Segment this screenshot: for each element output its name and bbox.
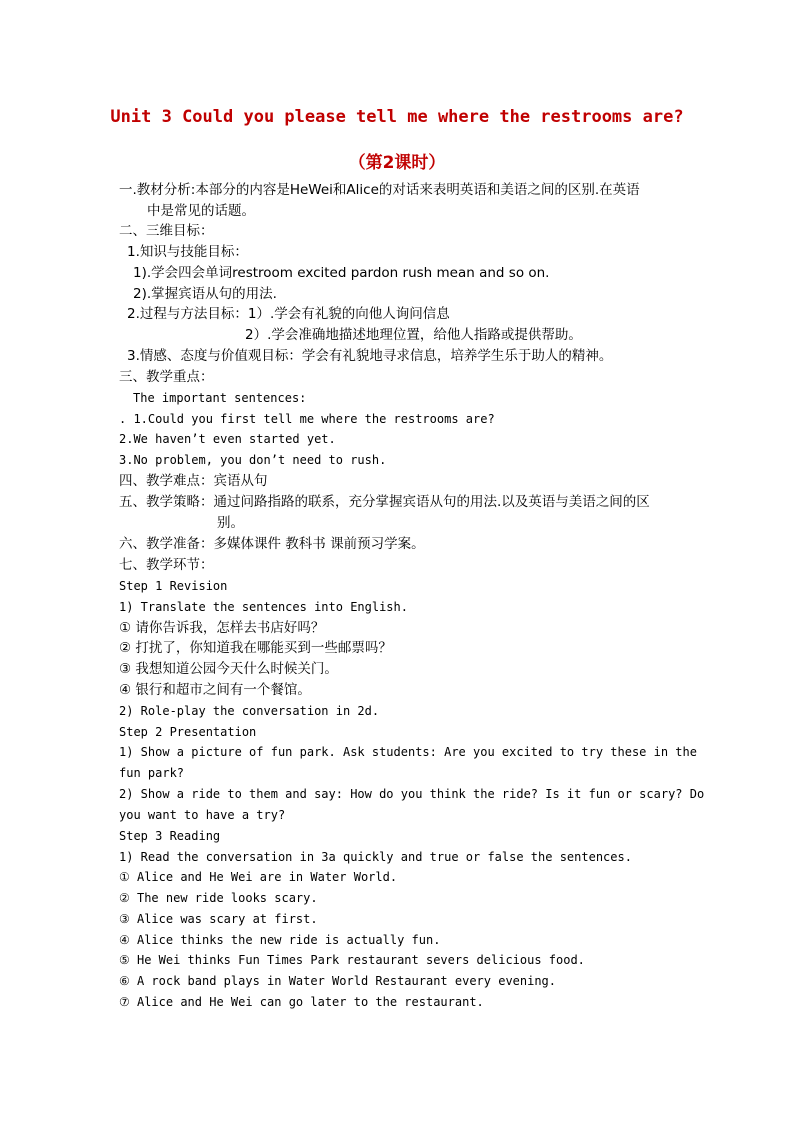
- text-line: ④ Alice thinks the new ride is actually fun.: [119, 933, 441, 947]
- text-line: ② The new ride looks scary.: [119, 891, 318, 905]
- text-line: 3.情感、态度与价值观目标：学会有礼貌地寻求信息，培养学生乐于助人的精神。: [127, 348, 613, 364]
- text-line: ③ 我想知道公园今天什么时候关门。: [119, 661, 338, 677]
- step-heading: Step 2 Presentation: [119, 725, 257, 739]
- text-line: 2）.学会准确地描述地理位置，给他人指路或提供帮助。: [245, 327, 582, 343]
- text-line: 别。: [217, 515, 244, 531]
- text-line: ② 打扰了，你知道我在哪能买到一些邮票吗？: [119, 640, 392, 656]
- text-line: ③ Alice was scary at first.: [119, 912, 318, 926]
- text-line: 1) Translate the sentences into English.: [119, 600, 408, 614]
- text-line: 2.We haven’t even started yet.: [119, 432, 336, 446]
- step-heading: Step 1 Revision: [119, 579, 228, 593]
- text-line: 中是常见的话题。: [147, 203, 255, 219]
- text-line: 2) Role-play the conversation in 2d.: [119, 704, 380, 718]
- text-line: 3.No problem, you don’t need to rush.: [119, 453, 387, 467]
- section-objectives: 二、三维目标：: [119, 223, 214, 239]
- text-line: 2) Show a ride to them and say: How do you think the ride? Is it fun or scary? Do: [119, 787, 705, 801]
- text-line: ① 请你告诉我，怎样去书店好吗？: [119, 620, 325, 636]
- lesson-subtitle: （第2课时）: [348, 153, 446, 173]
- section-strategy: 五、教学策略：通过问路指路的联系，充分掌握宾语从句的用法.以及英语与美语之间的区: [119, 494, 650, 510]
- text-line: ⑦ Alice and He Wei can go later to the restaurant.: [119, 995, 484, 1009]
- text-line: 1).学会四会单词restroom excited pardon rush mean and so on.: [133, 265, 550, 281]
- text-line: you want to have a try?: [119, 808, 286, 822]
- step-heading: Step 3 Reading: [119, 829, 221, 843]
- text-line: 1.知识与技能目标：: [127, 244, 248, 260]
- section-key-points: 三、教学重点：: [119, 369, 214, 385]
- text-line: ⑤ He Wei thinks Fun Times Park restaurant severs delicious food.: [119, 953, 585, 967]
- text-line: fun park?: [119, 766, 185, 780]
- text-line: ① Alice and He Wei are in Water World.: [119, 870, 398, 884]
- section-difficulties: 四、教学难点：宾语从句: [119, 473, 268, 489]
- text-line: ⑥ A rock band plays in Water World Restaurant every evening.: [119, 974, 557, 988]
- text-line: ④ 银行和超市之间有一个餐馆。: [119, 682, 311, 698]
- text-line: 2.过程与方法目标：1）.学会有礼貌的向他人询问信息: [127, 306, 450, 322]
- section-preparation: 六、教学准备：多媒体课件 教科书 课前预习学案。: [119, 536, 425, 552]
- text-line: 1) Read the conversation in 3a quickly and true or false the sentences.: [119, 850, 632, 864]
- text-line: 2).掌握宾语从句的用法.: [133, 286, 277, 302]
- document-title: Unit 3 Could you please tell me where the restrooms are?: [110, 107, 684, 127]
- text-line: . 1.Could you first tell me where the restrooms are?: [119, 412, 495, 426]
- section-textbook-analysis: 一.教材分析:本部分的内容是HeWei和Alice的对话来表明英语和美语之间的区别.在英语: [119, 182, 640, 198]
- text-line: 1) Show a picture of fun park. Ask students: Are you excited to try these in the: [119, 745, 697, 759]
- text-line: The important sentences:: [133, 391, 307, 405]
- section-procedure: 七、教学环节：: [119, 557, 214, 573]
